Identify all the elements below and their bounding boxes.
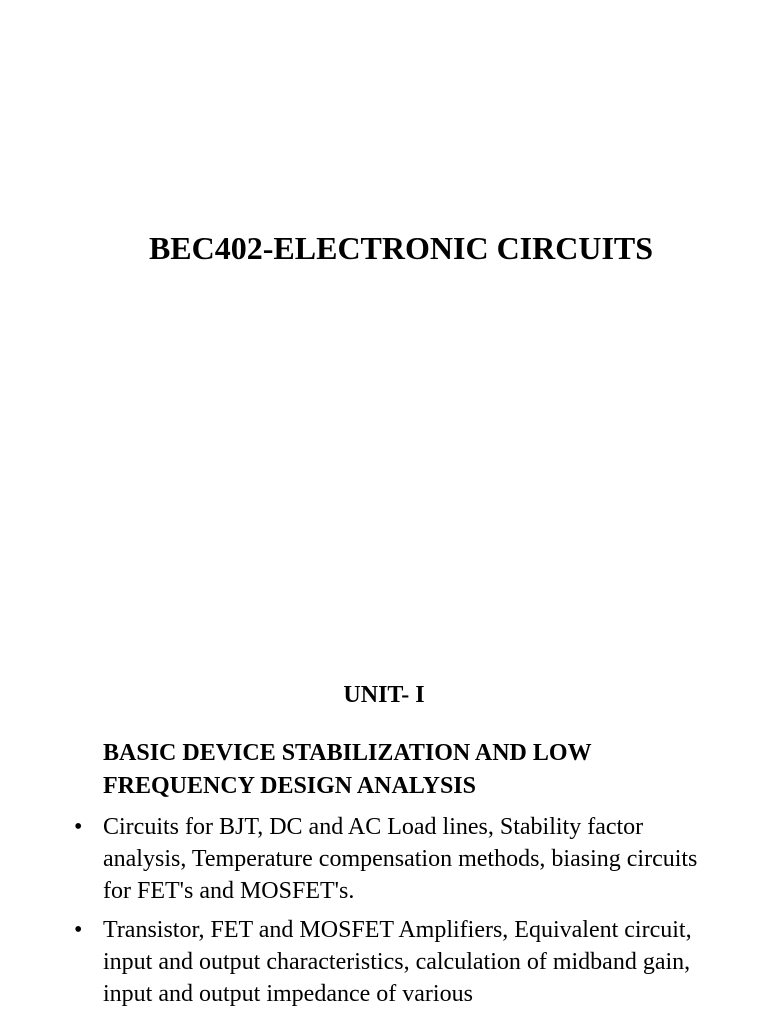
bullet-icon: •: [74, 917, 83, 943]
bullet-list: [0, 811, 768, 1017]
unit-heading: UNIT- I: [343, 682, 425, 708]
slide-title: BEC402-ELECTRONIC CIRCUITS: [148, 230, 654, 266]
list-item: [0, 914, 768, 1010]
bullet-icon: •: [74, 814, 83, 840]
bullet-text: Circuits for BJT, DC and AC Load lines, Stability factor analysis, Temperature compensation methods, biasing circuits for FET's and MOSFET's.: [103, 814, 698, 904]
list-item: [0, 811, 768, 907]
bullet-text: Transistor, FET and MOSFET Amplifiers, Equivalent circuit, input and output characteristics, calculation of midband gain, input and output impedance of various: [103, 917, 692, 1007]
section-heading: BASIC DEVICE STABILIZATION AND LOW FREQUENCY DESIGN ANALYSIS: [103, 740, 592, 799]
